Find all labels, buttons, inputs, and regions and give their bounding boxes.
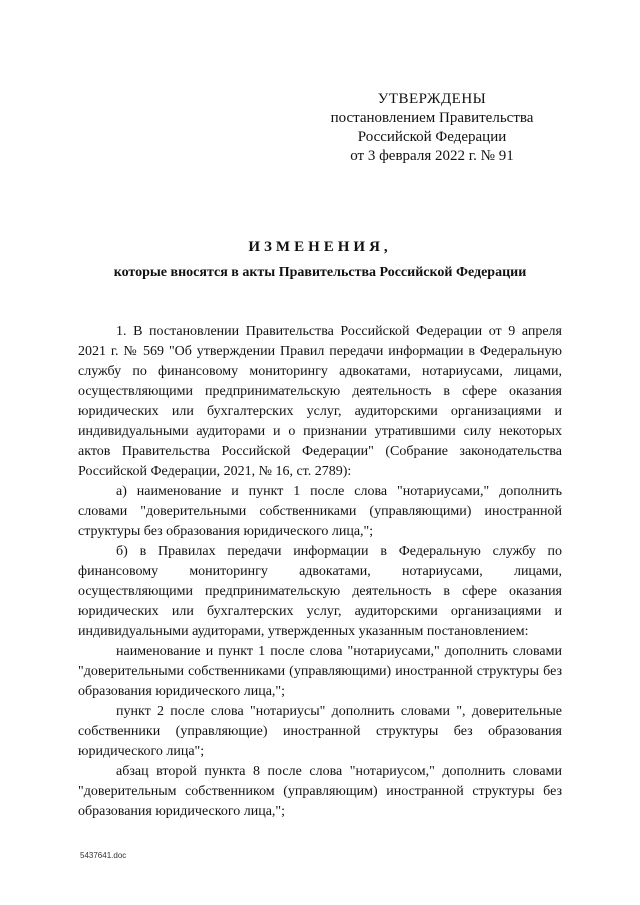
- document-title: ИЗМЕНЕНИЯ,: [248, 239, 392, 255]
- paragraph: б) в Правилах передачи информации в Федеральную службу по финансовому мониторингу адвокатами, нотариусами, лицами, осуществляющими предпринимательскую деятельность в сфере оказания юридических или бухгалтерских услуг, аудиторскими организациями и индивидуальными аудиторами, утвержденных указанным постановлением:: [78, 544, 562, 639]
- document-body: [78, 322, 562, 822]
- paragraph: наименование и пункт 1 после слова "нотариусами," дополнить словами "доверительными собственниками (управляющими) иностранной структуры без образования юридического лица,";: [78, 644, 562, 699]
- approval-date-number: от 3 февраля 2022 г. № 91: [350, 148, 514, 164]
- approval-line: постановлением Правительства: [330, 110, 534, 126]
- approval-block: [300, 90, 564, 166]
- paragraph: а) наименование и пункт 1 после слова "нотариусами," дополнить словами "доверительными собственниками (управляющими) иностранной структуры без образования юридического лица,";: [78, 484, 562, 539]
- file-reference: 5437641.doc: [80, 851, 127, 860]
- approval-stamp: УТВЕРЖДЕНЫ: [377, 91, 487, 107]
- paragraph: пункт 2 после слова "нотариусы" дополнить словами ", доверительные собственники (управляющие) иностранной структуры без образования юридического лица";: [78, 704, 562, 759]
- document-subtitle: которые вносятся в акты Правительства Российской Федерации: [113, 265, 527, 280]
- approval-line: Российской Федерации: [357, 129, 507, 145]
- paragraph: 1. В постановлении Правительства Российской Федерации от 9 апреля 2021 г. № 569 "Об утверждении Правил передачи информации в Федеральную службу по финансовому мониторингу адвокатами, нотариусами, лицами, осуществляющими предпринимательскую деятельность в сфере оказания юридических или бухгалтерских услуг, аудиторскими организациями и индивидуальными аудиторами и о признании утратившими силу некоторых актов Правительства Российской Федерации" (Собрание законодательства Российской Федерации, 2021, № 16, ст. 2789):: [78, 324, 562, 479]
- paragraph: абзац второй пункта 8 после слова "нотариусом," дополнить словами "доверительным собственником (управляющим) иностранной структуры без образования юридического лица,";: [78, 764, 562, 819]
